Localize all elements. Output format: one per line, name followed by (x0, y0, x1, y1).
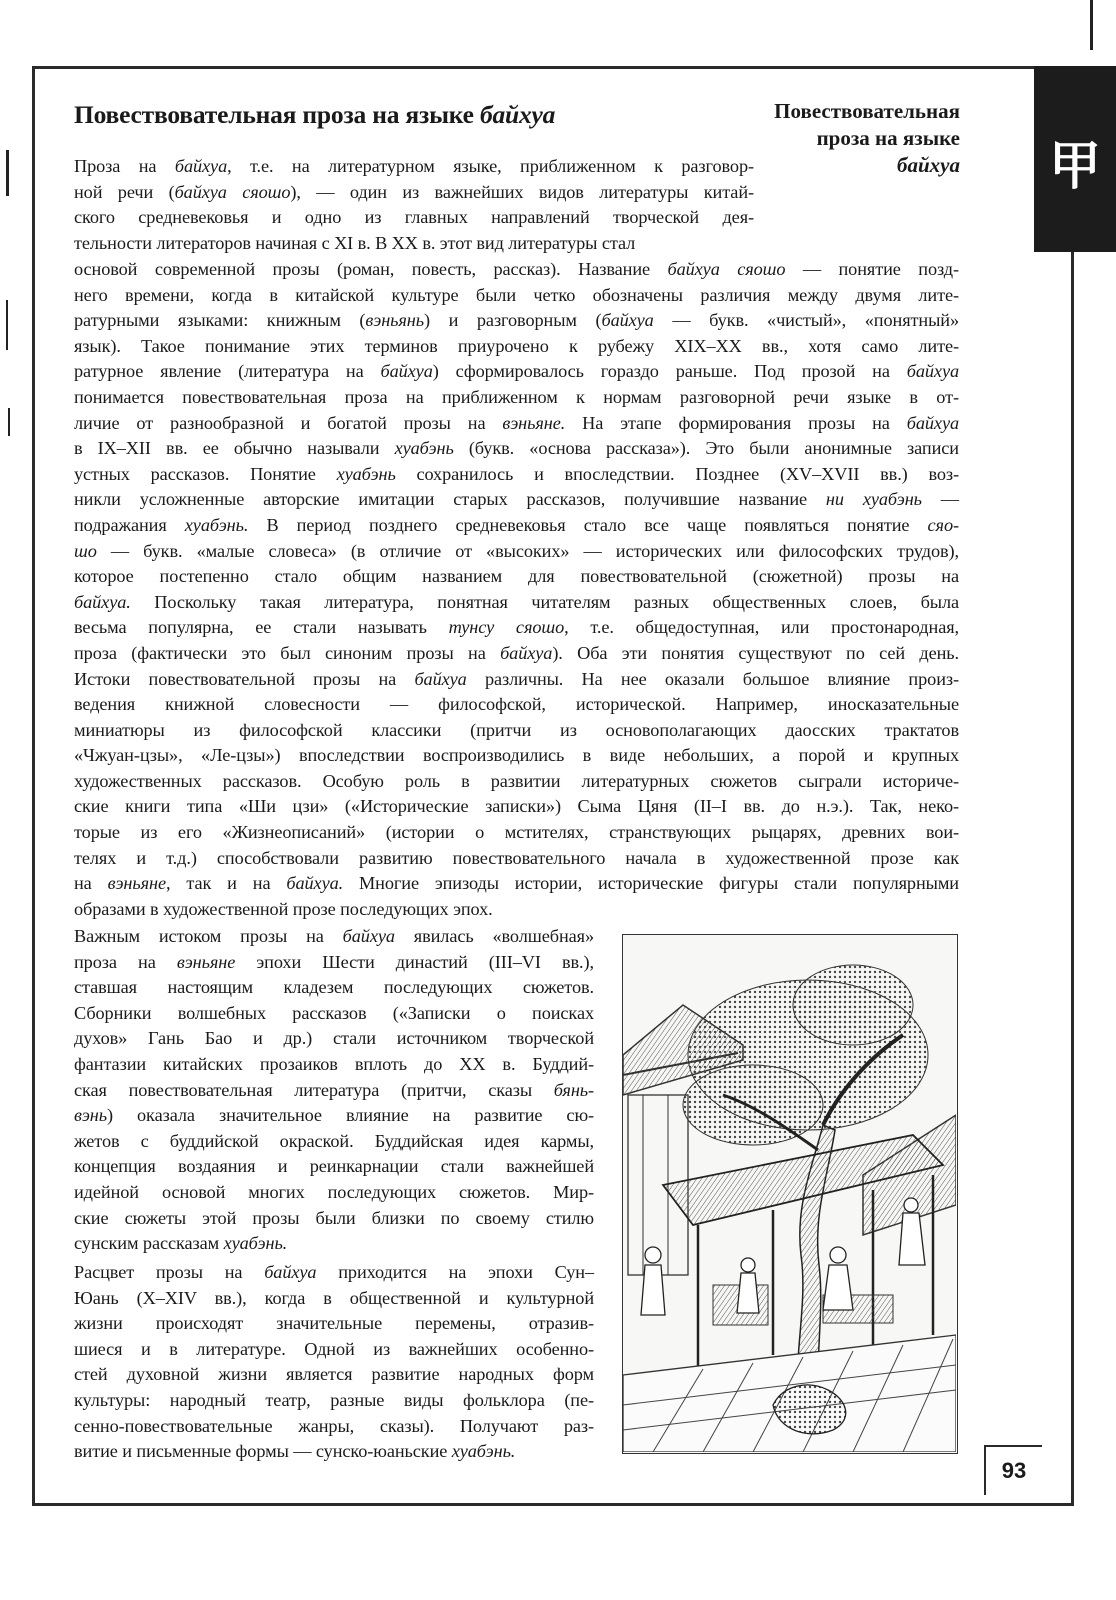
text-line: телях и т.д.) способствовали развитию повествовательного начала в художественной прозе как (74, 847, 959, 868)
text-line: ставшая настоящим кладезем последующих сюжетов. (74, 977, 594, 998)
italic-term: байхуа (414, 668, 467, 689)
page-title (74, 100, 555, 130)
text-line: ская повествовательная литература (притчи, сказы бянь- (74, 1079, 594, 1100)
section-glyph-tab (1034, 66, 1116, 252)
italic-term: вэньяне (107, 873, 166, 894)
text-line: витие и письменные формы — сунско-юаньские хуабэнь. (74, 1441, 516, 1462)
text-line: личие от разнообразной и богатой прозы на вэньяне. На этапе формирования прозы на байхуа (74, 412, 959, 433)
text-line: торые из его «Жизнеописаний» (истории о мстителях, странствующих рыцарях, древних вои- (74, 822, 959, 843)
italic-term: байхуа (342, 926, 395, 946)
side-heading (746, 98, 960, 179)
italic-term: байхуа. (74, 591, 131, 612)
italic-term: байхуа (906, 361, 959, 382)
italic-term: байхуа. (286, 873, 344, 894)
text-line: Важным истоком прозы на байхуа явилась «волшебная» (74, 926, 594, 946)
text-line: ские сюжеты этой прозы были близки по своему стилю (74, 1207, 594, 1228)
illustration-figure (622, 934, 958, 1454)
text-line: сенно-повествовательные жанры, сказы). Получают раз- (74, 1415, 594, 1436)
page-title-text: Повествовательная проза на языке (74, 100, 480, 129)
italic-term: хуабэнь (394, 438, 454, 459)
text-line: стей духовной жизни является развитие народных форм (74, 1364, 594, 1385)
italic-term: вэньяне. (502, 412, 566, 433)
text-line: фантазии китайских прозаиков вплоть до XX в. Буддий- (74, 1053, 594, 1074)
page-title-italic: байхуа (479, 100, 556, 129)
italic-term: сяо- (927, 514, 959, 535)
text-line: Сборники волшебных рассказов («Записки о поисках (74, 1002, 594, 1023)
text-line: ведения книжной словесности — философской, исторической. Например, иносказательные (74, 694, 959, 715)
text-line: Расцвет прозы на байхуа приходится на эпохи Сун– (74, 1262, 594, 1282)
text-line: вэнь) оказала значительное влияние на развитие сю- (74, 1105, 594, 1126)
text-line: «Чжуан-цзы», «Ле-цзы») впоследствии воспроизводились в виде небольших, а порой и крупных (74, 745, 959, 766)
italic-term: вэнь (74, 1105, 107, 1126)
italic-term: вэньянь (365, 310, 424, 331)
text-line: понимается повествовательная проза на приближенном к нормам разговорной речи языке в от- (74, 386, 959, 407)
italic-term: байхуа (500, 642, 553, 663)
text-line: проза на вэньяне эпохи Шести династий (III–VI вв.), (74, 951, 594, 972)
italic-term: бянь- (553, 1079, 594, 1100)
text-line: ратурное явление (литература на байхуа) сформировалось гораздо раньше. Под прозой на байхуа (74, 361, 959, 382)
text-line: устных рассказов. Понятие хуабэнь сохранилось и впоследствии. Позднее (XV–XVII вв.) воз- (74, 463, 959, 484)
italic-term: байхуа (601, 310, 654, 331)
paragraph-main (74, 257, 959, 922)
text-line: подражания хуабэнь. В период позднего средневековья стало все чаще появляться понятие сяо- (74, 514, 959, 535)
text-line: Проза на байхуа, т.е. на литературном языке, приближенном к разговор- (74, 156, 754, 176)
text-line: на вэньяне, так и на байхуа. Многие эпизоды истории, исторические фигуры стали популярными (74, 873, 959, 894)
text-line: культуры: народный театр, разные виды фольклора (пе- (74, 1389, 594, 1410)
text-line: которое постепенно стало общим названием для повествовательной (сюжетной) прозы на (74, 566, 959, 587)
text-line: основой современной прозы (роман, повесть, рассказ). Название байхуа сяошо — понятие позд- (74, 259, 959, 279)
text-line: ского средневековья и одно из главных направлений творческой дея- (74, 207, 754, 228)
text-line: сунским рассказам хуабэнь. (74, 1233, 288, 1254)
italic-term: хуабэнь. (184, 514, 249, 535)
text-line: ной речи (байхуа сяошо), — один из важнейших видов литературы китай- (74, 181, 754, 202)
text-line: тельности литераторов начиная с XI в. В XX в. этот вид литературы стал (74, 232, 636, 253)
italic-term: байхуа (380, 361, 433, 382)
italic-term: байхуа (174, 156, 228, 176)
text-line: художественных рассказов. Особую роль в развитии литературных сюжетов сыграли историче- (74, 770, 959, 791)
italic-term: шо (74, 540, 97, 561)
text-line: шо — букв. «малые словеса» (в отличие от «высоких» — исторических или философских трудов), (74, 540, 959, 561)
page-number: 93 (984, 1445, 1042, 1495)
text-line: язык). Такое понимание этих терминов приурочено к рубежу XIX–XX вв., хотя само лите- (74, 335, 959, 356)
section-glyph: 甲 (1048, 137, 1101, 197)
text-line: ские книги типа «Ши цзи» («Исторические записки») Сыма Цяня (II–I вв. до н.э.). Так, неко- (74, 796, 959, 817)
scan-mark (6, 300, 8, 350)
scan-mark (8, 408, 10, 436)
text-line: миниатюры из философской классики (притчи из основополагающих даосских трактатов (74, 719, 959, 740)
text-line: образами в художественной прозе последующих эпох. (74, 898, 493, 919)
italic-term: байхуа (264, 1262, 317, 1282)
italic-term: байхуа (906, 412, 959, 433)
text-line: духов» Гань Бао и др.) стали источником творческой (74, 1028, 594, 1049)
text-line: Истоки повествовательной прозы на байхуа различны. На нее оказали большое влияние произ- (74, 668, 959, 689)
paragraph-intro (74, 154, 754, 256)
scan-mark (6, 150, 9, 196)
italic-term: ни хуабэнь (825, 489, 922, 510)
side-heading-line: байхуа (897, 153, 960, 177)
text-line: в IX–XII вв. ее обычно называли хуабэнь (букв. «основа рассказа»). Это были анонимные записи (74, 438, 959, 459)
text-line: никли усложненные авторские имитации старых рассказов, получившие название ни хуабэнь — (74, 489, 959, 510)
italic-term: байхуа сяошо (174, 181, 291, 202)
italic-term: байхуа сяошо (667, 259, 786, 279)
text-line: весьма популярна, ее стали называть тунсу сяошо, т.е. общедоступная, или простонародная, (74, 617, 959, 638)
text-line: Юань (X–XIV вв.), когда в общественной и культурной (74, 1287, 594, 1308)
side-heading-line: Повествовательная (774, 99, 960, 123)
text-line: него времени, когда в китайской культуре были четко обозначены различия между двумя лите- (74, 284, 959, 305)
italic-term: вэньяне (176, 951, 236, 972)
woodblock-illustration (623, 935, 956, 1452)
text-line: жизни происходят значительные перемены, отразив- (74, 1313, 594, 1334)
paragraph-flourish (74, 1260, 594, 1465)
text-line: концепция воздаяния и реинкарнации стали важнейшей (74, 1156, 594, 1177)
italic-term: тунсу сяошо (448, 617, 565, 638)
italic-term: хуабэнь (336, 463, 396, 484)
text-line: жетов с буддийской окраской. Буддийская идея кармы, (74, 1130, 594, 1151)
italic-term: хуабэнь. (451, 1441, 516, 1462)
side-heading-line: проза на языке (816, 126, 960, 150)
italic-term: хуабэнь. (223, 1233, 288, 1254)
text-line: ратурными языками: книжным (вэньянь) и разговорным (байхуа — букв. «чистый», «понятный» (74, 310, 959, 331)
text-line: байхуа. Поскольку такая литература, понятная читателям разных общественных слоев, была (74, 591, 959, 612)
text-line: проза (фактически это был синоним прозы на байхуа). Оба эти понятия существуют по сей день. (74, 642, 959, 663)
scan-mark (1090, 0, 1093, 50)
text-line: шиеся и в литературе. Одной из важнейших особенно- (74, 1338, 594, 1359)
paragraph-sources (74, 924, 594, 1257)
text-line: идейной основой многих последующих сюжетов. Мир- (74, 1181, 594, 1202)
